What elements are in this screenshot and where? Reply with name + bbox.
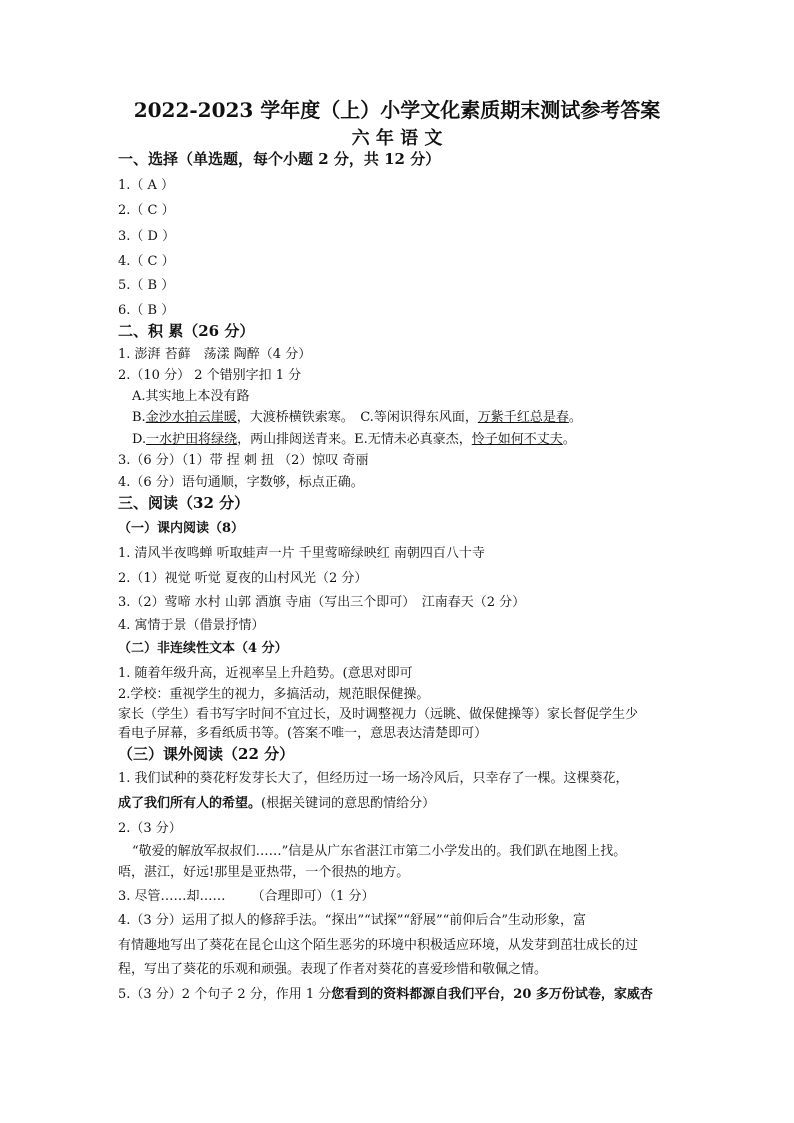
choice-answer-4: 4.（ C ） <box>118 254 175 269</box>
s2-line-5: D.一水护田将绿绕，两山排闼送青来。E.无情未必真豪杰，怜子如何不丈夫。 <box>132 432 576 447</box>
p3-line-7: 4.（3 分）运用了拟人的修辞手法。“探出”“试探”“舒展”“前仰后合”生动形象，富 <box>118 913 586 928</box>
p3-line-8: 有情趣地写出了葵花在昆仑山这个陌生恶劣的环境中积极适应环境，从发芽到茁壮成长的过 <box>118 938 639 953</box>
section-3-heading: 三、阅读（32 分） <box>118 494 250 512</box>
p3-line-9: 程，写出了葵花的乐观和顽强。表现了作者对葵花的喜爱珍惜和敬佩之情。 <box>118 962 548 977</box>
choice-answer-3: 3.（ D ） <box>118 229 176 244</box>
choice-answer-5: 5.（ B ） <box>118 278 175 293</box>
p3-line-4: “敬爱的解放军叔叔们……”信是从广东省湛江市第二小学发出的。我们趴在地图上找。 <box>132 844 627 859</box>
p2-line-1: 1. 随着年级升高，近视率呈上升趋势。(意思对即可 <box>118 666 413 681</box>
underlined-answer: 万紫千红总是春 <box>477 410 569 425</box>
reading-part-3-heading: （三）课外阅读（22 分） <box>118 745 295 763</box>
p3-line-1: 1. 我们试种的葵花籽发芽长大了，但经历过一场一场冷风后，只幸存了一棵。这棵葵花， <box>118 771 629 786</box>
p3-line-2: 成了我们所有人的希望。(根据关键词的意思酌情给分） <box>118 796 436 811</box>
p3-line-6: 3. 尽管……却…… （合理即可）（1 分） <box>118 889 375 904</box>
p1-line-2: 2.（1）视觉 听觉 夏夜的山村风光（2 分） <box>118 571 368 586</box>
underlined-answer: 一水护田将绿绕 <box>146 432 238 447</box>
p1-line-3: 3.（2）莺啼 水村 山郭 酒旗 寺庙（写出三个即可） 江南春天（2 分） <box>118 595 526 610</box>
p1-line-4: 4. 寓情于景（借景抒情） <box>118 618 265 633</box>
p2-line-2: 2.学校：重视学生的视力，多搞活动，规范眼保健操。 <box>118 687 430 702</box>
document-title: 2022-2023 学年度（上）小学文化素质期末测试参考答案 <box>133 98 661 122</box>
s2-line-4: B.金沙水拍云崖暖，大渡桥横铁索寒。 C.等闲识得东风面，万紫千红总是春。 <box>132 410 582 425</box>
underlined-answer: 怜子如何不丈夫 <box>471 432 563 447</box>
reading-part-1-heading: （一）课内阅读（8） <box>118 521 245 536</box>
s2-line-7: 4.（6 分）语句通顺，字数够，标点正确。 <box>118 475 364 490</box>
section-2-heading: 二、积 累（26 分） <box>118 322 255 340</box>
s2-line-3: A.其实地上本没有路 <box>132 389 250 404</box>
underlined-answer: 金沙水拍云崖暖 <box>145 410 237 425</box>
p1-line-1: 1. 清风半夜鸣蝉 听取蛙声一片 千里莺啼绿映红 南朝四百八十寺 <box>118 546 485 561</box>
section-1-heading: 一、选择（单选题，每个小题 2 分，共 12 分） <box>118 150 441 168</box>
p3-line-5: 唔，湛江，好远!那里是亚热带，一个很热的地方。 <box>118 865 410 880</box>
s2-line-1: 1. 澎湃 苔藓 荡漾 陶醉（4 分） <box>118 347 312 362</box>
p2-line-3: 家长（学生）看书写字时间不宜过长，及时调整视力（远眺、做保健操等）家长督促学生少 <box>118 707 639 722</box>
choice-answer-2: 2.（ C ） <box>118 203 175 218</box>
s2-line-6: 3.（6 分）（1）带 捏 刺 扭 （2）惊叹 奇丽 <box>118 453 369 468</box>
document-subtitle: 六 年 语 文 <box>351 128 443 149</box>
p2-line-4: 看电子屏幕，多看纸质书等。(答案不唯一，意思表达清楚即可） <box>118 726 488 741</box>
p3-line-10: 5.（3 分）2 个句子 2 分，作用 1 分您看到的资料都源自我们平台，20 多万份试卷，家威杏 <box>118 987 653 1002</box>
s2-line-2: 2.（10 分） 2 个错别字扣 1 分 <box>118 368 302 383</box>
p3-line-3: 2.（3 分） <box>118 821 182 836</box>
choice-answer-1: 1.（ A ） <box>118 178 175 193</box>
choice-answer-6: 6.（ B ） <box>118 303 175 318</box>
reading-part-2-heading: （二）非连续性文本（4 分） <box>118 641 288 656</box>
